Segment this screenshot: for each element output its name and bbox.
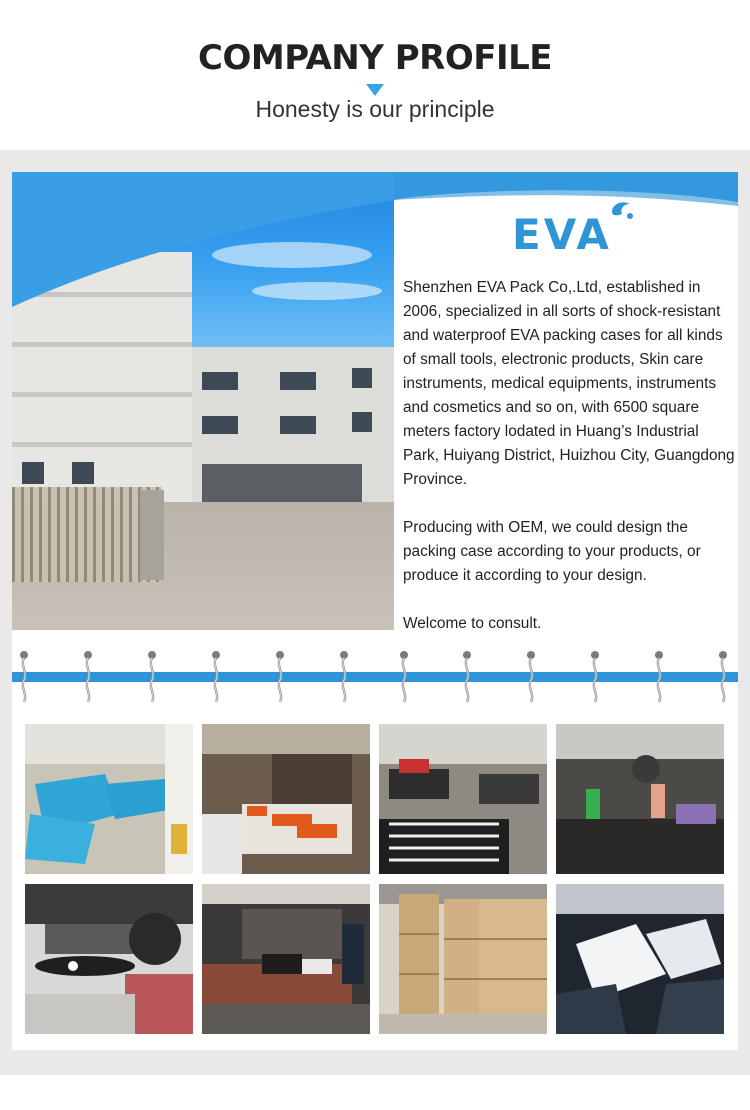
binder-ring-icon xyxy=(338,650,350,704)
gallery-photo-sewing-operator xyxy=(25,884,193,1034)
binder-ring-icon xyxy=(82,650,94,704)
gallery-photo-workshop-workers xyxy=(556,724,724,874)
gallery-photo-molded-trays xyxy=(556,884,724,1034)
binder-ring-icon xyxy=(717,650,729,704)
binder-ring-icon xyxy=(146,650,158,704)
logo-text: EVA xyxy=(512,210,612,259)
triangle-down-icon xyxy=(366,84,384,96)
gallery-photo-case-shells xyxy=(379,724,547,874)
description-paragraph: Welcome to consult. xyxy=(403,615,542,632)
description-paragraph: Producing with OEM, we could design the packing case according to your products, or produce it according to your design. xyxy=(403,519,701,584)
binder-ring-icon xyxy=(210,650,222,704)
gallery-photo-foam-cutting xyxy=(25,724,193,874)
water-drop-icon xyxy=(608,198,634,224)
description-paragraph: Shenzhen EVA Pack Co,.Ltd, established in 2006, specialized in all sorts of shock-resistant and waterproof EVA packing cases for all kinds of small tools, electronic products, Skin care instruments, medical equipments, instruments and cosmetics and so on, with 6500 square meters factory lodated in Huang’s Industrial Park, Huiyang District, Huizhou City, Guangdong Province. xyxy=(403,279,735,488)
section-header xyxy=(0,0,750,150)
binder-ring-icon xyxy=(18,650,30,704)
gallery-photo-office-inspection xyxy=(202,884,370,1034)
binder-ring-icon xyxy=(653,650,665,704)
binder-ring-icon xyxy=(461,650,473,704)
gallery-photo-orange-cases xyxy=(202,724,370,874)
binder-strip xyxy=(12,672,738,682)
binder-ring-icon xyxy=(589,650,601,704)
binder-ring-icon xyxy=(525,650,537,704)
gallery-photo-warehouse-boxes xyxy=(379,884,547,1034)
binder-ring-icon xyxy=(274,650,286,704)
page-title: COMPANY PROFILE xyxy=(198,38,552,78)
binder-ring-icon xyxy=(398,650,410,704)
eva-logo xyxy=(512,196,642,262)
company-description xyxy=(403,276,737,660)
page-subtitle: Honesty is our principle xyxy=(255,96,495,122)
